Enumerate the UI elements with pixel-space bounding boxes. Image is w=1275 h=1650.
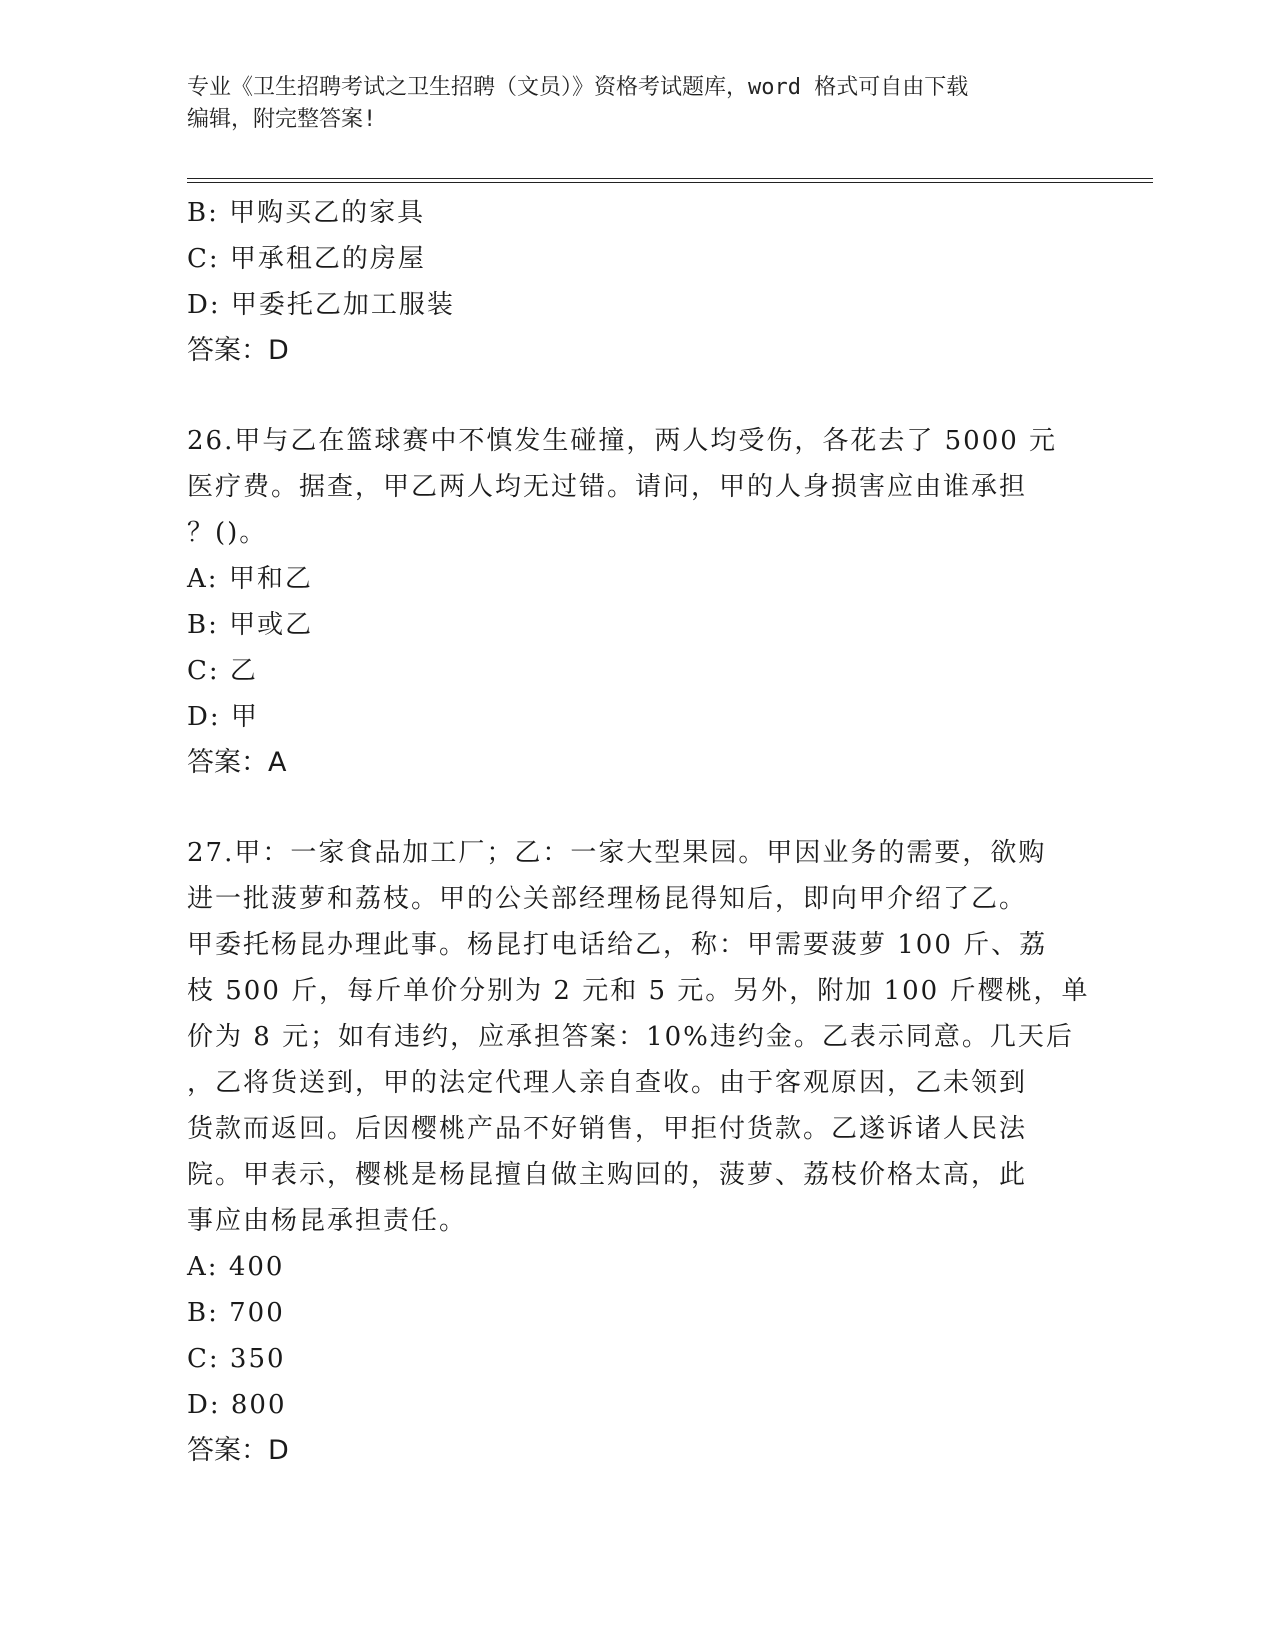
option-key: B: xyxy=(187,198,219,228)
option-key: D: xyxy=(187,290,221,320)
option-b xyxy=(187,602,1087,648)
option-text: 甲委托乙加工服装 xyxy=(230,290,455,320)
option-b xyxy=(187,190,1087,236)
page-header xyxy=(187,72,1087,136)
question-text-line: 27.甲：一家食品加工厂；乙：一家大型果园。甲因业务的需要，欲购 xyxy=(187,838,1047,868)
question-text-line: 院。甲表示，樱桃是杨昆擅自做主购回的，菠萝、荔枝价格太高，此 xyxy=(187,1160,1028,1190)
option-a xyxy=(187,1244,1087,1290)
option-c xyxy=(187,1336,1087,1382)
question-content xyxy=(187,190,1090,1474)
option-text: 700 xyxy=(229,1298,285,1328)
option-text: 甲 xyxy=(230,702,259,732)
option-key: C: xyxy=(187,244,220,274)
option-text: 800 xyxy=(230,1390,287,1420)
question-text-line: 26.甲与乙在篮球赛中不慎发生碰撞，两人均受伤，各花去了 5000 元 xyxy=(187,426,1058,456)
question-text-line: ，乙将货送到，甲的法定代理人亲自查收。由于客观原因，乙未领到 xyxy=(187,1068,1028,1098)
answer-line: 答案：A xyxy=(187,747,287,778)
option-key: B: xyxy=(187,1298,219,1328)
answer-line: 答案：D xyxy=(187,1435,289,1466)
header-line-1: 专业《卫生招聘考试之卫生招聘（文员）》资格考试题库，word 格式可自由下载 xyxy=(187,75,969,100)
option-key: B: xyxy=(187,610,219,640)
option-key: A: xyxy=(187,564,219,594)
question-text-line: 货款而返回。后因樱桃产品不好销售，甲拒付货款。乙遂诉诸人民法 xyxy=(187,1114,1028,1144)
question-text-line: 事应由杨昆承担责任。 xyxy=(187,1206,468,1236)
option-text: 甲或乙 xyxy=(229,610,314,640)
question-26 xyxy=(187,418,1087,786)
option-key: D: xyxy=(187,1390,221,1420)
option-d xyxy=(187,282,1087,328)
option-key: C: xyxy=(187,1344,220,1374)
question-27 xyxy=(187,830,1090,1474)
option-a xyxy=(187,556,1087,602)
question-text-line: 枝 500 斤，每斤单价分别为 2 元和 5 元。另外，附加 100 斤樱桃，单 xyxy=(187,976,1090,1006)
question-25-tail xyxy=(187,190,1087,374)
option-text: 甲承租乙的房屋 xyxy=(229,244,426,274)
question-text-line: 医疗费。据查，甲乙两人均无过错。请问，甲的人身损害应由谁承担 xyxy=(187,472,1028,502)
question-text-line: 价为 8 元；如有违约，应承担答案：10%违约金。乙表示同意。几天后 xyxy=(187,1022,1074,1052)
header-rule-top xyxy=(187,178,1153,179)
question-text-line: 进一批菠萝和荔枝。甲的公关部经理杨昆得知后，即向甲介绍了乙。 xyxy=(187,884,1028,914)
option-key: A: xyxy=(187,1252,219,1282)
question-text-line: 甲委托杨昆办理此事。杨昆打电话给乙，称：甲需要菠萝 100 斤、荔 xyxy=(187,930,1048,960)
option-c xyxy=(187,648,1087,694)
question-text-line: ？()。 xyxy=(187,518,268,548)
header-line-2: 编辑，附完整答案! xyxy=(187,107,377,132)
option-d xyxy=(187,1382,1087,1428)
option-d xyxy=(187,694,1087,740)
answer-line: 答案：D xyxy=(187,335,289,366)
option-text: 甲购买乙的家具 xyxy=(229,198,426,228)
option-key: D: xyxy=(187,702,221,732)
option-b xyxy=(187,1290,1087,1336)
option-text: 400 xyxy=(228,1252,285,1282)
option-text: 350 xyxy=(229,1344,286,1374)
header-rule-bottom xyxy=(187,182,1153,183)
option-text: 乙 xyxy=(229,656,258,686)
option-text: 甲和乙 xyxy=(228,564,313,594)
option-key: C: xyxy=(187,656,220,686)
option-c xyxy=(187,236,1087,282)
